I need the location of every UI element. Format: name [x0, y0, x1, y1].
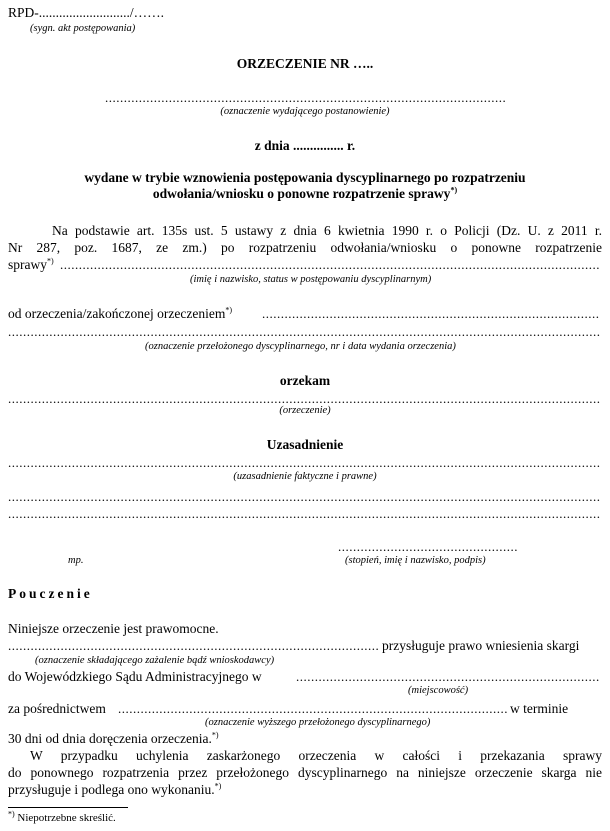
stamp-label: mp. [68, 555, 84, 566]
deadline-suffix: w terminie [510, 701, 569, 716]
subtitle-line-1: wydane w trybie wznowienia postępowania dyscyplinarnego po rozpatrzeniu [84, 170, 526, 185]
annulment-line-2: do ponownego rozpatrzenia przez przełożonego dyscyplinarnego na niniejsze orzeczenie skarga nie [8, 765, 602, 780]
from-ruling-label: od orzeczenia/zakończonej orzeczeniem*) [8, 305, 233, 321]
superior-caption: (oznaczenie przełożonego dyscyplinarnego, nr i data wydania orzeczenia) [145, 341, 456, 352]
annulment-line-3: przysługuje i podlega ono wykonaniu.*) [8, 781, 222, 797]
justification-fill-line-3[interactable] [8, 506, 600, 522]
basis-line-1: Na podstawie art. 135s ust. 5 ustawy z dnia 6 kwietnia 1990 r. o Policji (Dz. U. z 2011 r. [52, 223, 602, 238]
appellant-caption: (oznaczenie składającego zażalenie bądź wnioskodawcy) [35, 655, 275, 666]
basis-line-3: sprawy*) [8, 256, 54, 272]
ruling-ref-fill-line[interactable] [262, 306, 600, 322]
case-reference-caption: (sygn. akt postępowania) [30, 23, 136, 34]
justification-heading: Uzasadnienie [266, 437, 344, 452]
basis-line-2: Nr 287, poz. 1687, ze zm.) po rozpatrzeniu odwołania/wniosku o ponowne rozpatrzenie [8, 240, 602, 255]
instruction-heading: Pouczenie [8, 586, 93, 601]
document-title: ORZECZENIE NR ….. [236, 56, 374, 71]
ruling-heading: orzekam [279, 373, 331, 388]
annulment-line-1: W przypadku uchylenia zaskarżonego orzeczenia w całości i przekazania sprawy [30, 748, 602, 763]
higher-superior-caption: (oznaczenie wyższego przełożonego dyscyplinarnego) [205, 717, 431, 728]
final-ruling-text: Niniejsze orzeczenie jest prawomocne. [8, 621, 219, 636]
ruling-caption: (orzeczenie) [279, 405, 331, 416]
footnote-separator [8, 807, 128, 808]
person-caption: (imię i nazwisko, status w postępowaniu dyscyplinarnym) [190, 274, 432, 285]
days-text: 30 dni od dnia doręczenia orzeczenia.*) [8, 730, 219, 746]
via-prefix: za pośrednictwem [8, 701, 106, 716]
person-fill-line[interactable] [60, 257, 600, 273]
signature-caption: (stopień, imię i nazwisko, podpis) [345, 555, 486, 566]
appellant-fill-line[interactable] [8, 638, 380, 654]
superior-fill-line[interactable] [8, 324, 600, 340]
complaint-right-text: przysługuje prawo wniesienia skargi [382, 638, 580, 653]
issuer-caption: (oznaczenie wydającego postanowienie) [220, 106, 390, 117]
justification-fill-line-1[interactable] [8, 455, 600, 471]
date-line: z dnia ............... r. [254, 138, 356, 153]
issuer-fill-line[interactable] [105, 90, 505, 106]
case-reference: RPD-.........................../……. [8, 5, 165, 20]
footnote: *) Niepotrzebne skreślić. [8, 809, 116, 824]
justification-fill-line-2[interactable] [8, 489, 600, 505]
place-caption: (miejscowość) [408, 685, 469, 696]
court-place-fill-line[interactable] [296, 669, 600, 685]
justification-caption: (uzasadnienie faktyczne i prawne) [233, 471, 377, 482]
higher-superior-fill-line[interactable] [118, 701, 508, 717]
subtitle-line-2: odwołania/wniosku o ponowne rozpatrzenie sprawy*) [152, 185, 458, 201]
signature-fill-line[interactable] [338, 539, 518, 555]
court-prefix: do Wojewódzkiego Sądu Administracyjnego w [8, 669, 262, 684]
